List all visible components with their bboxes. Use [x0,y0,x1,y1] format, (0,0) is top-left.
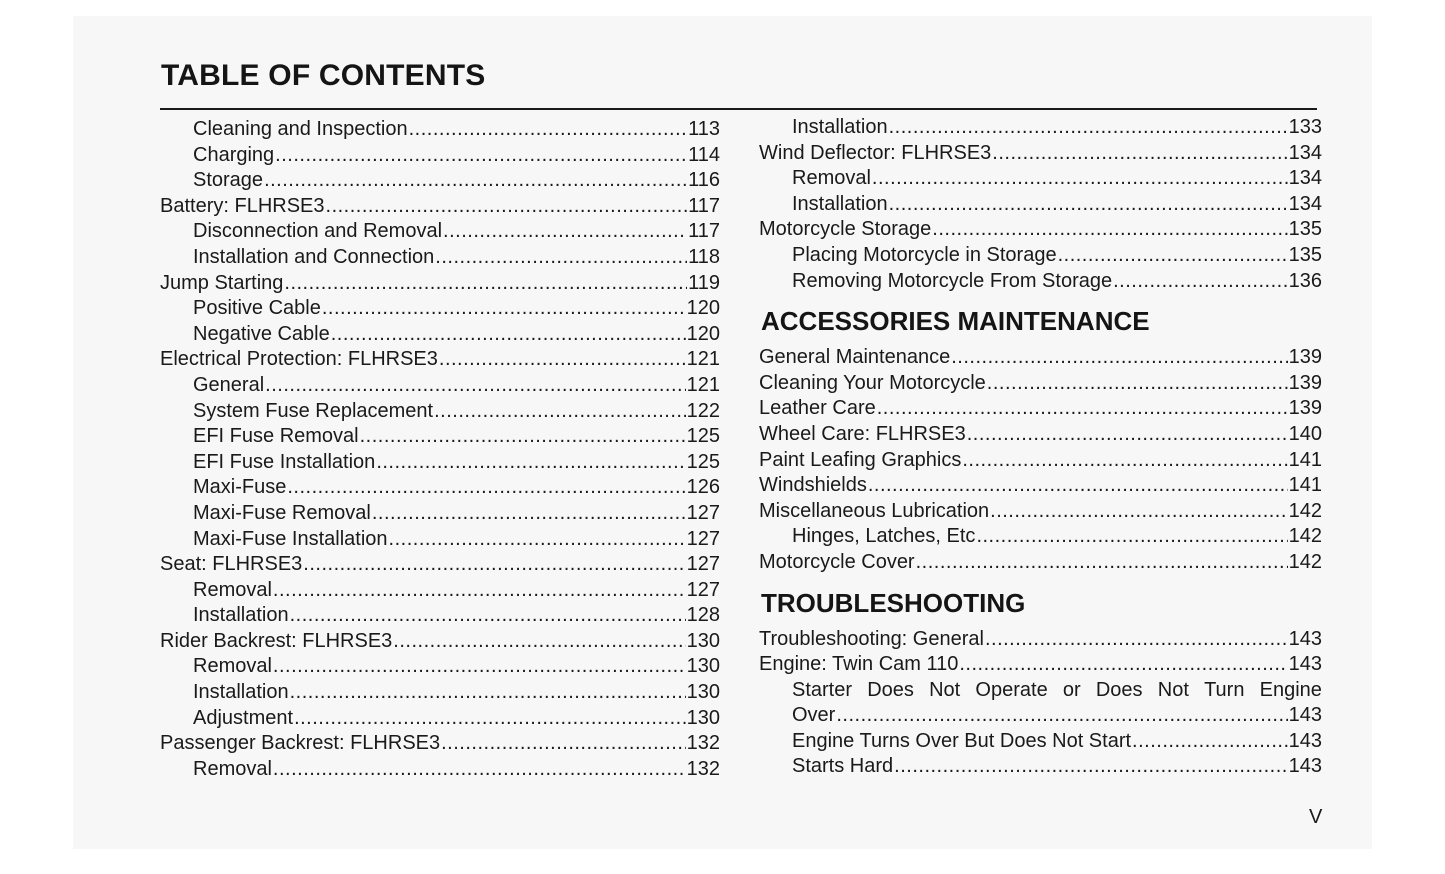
leader-dots [265,373,685,399]
toc-entry-word: Not [1157,678,1189,701]
toc-entry[interactable] [160,501,720,527]
toc-entry-label: Storage [193,169,264,192]
toc-entry[interactable] [759,499,1322,525]
toc-entry-label: EFI Fuse Installation [193,450,376,473]
leader-dots [932,217,1287,243]
leader-dots [987,371,1288,397]
leader-dots [284,271,687,297]
leader-dots [441,731,686,757]
leader-dots [389,527,686,553]
toc-entry-label: Installation [193,604,289,627]
toc-entry-page: 133 [1288,116,1322,138]
toc-entry-page: 142 [1288,550,1322,573]
toc-entry-page: 142 [1288,499,1322,522]
leader-dots [872,166,1288,192]
toc-entry-label: System Fuse Replacement [193,399,434,422]
leader-dots [434,399,686,425]
toc-entry-page: 120 [686,297,720,320]
toc-entry-label: Over [792,704,836,727]
toc-entry[interactable] [160,757,720,783]
toc-entry-label: Removing Motorcycle From Storage [792,269,1113,292]
toc-entry-page: 130 [686,655,720,678]
toc-entry-page: 125 [686,425,720,448]
toc-entry-label: Maxi-Fuse [193,476,287,499]
toc-entry-label: Hinges, Latches, Etc [792,525,976,548]
toc-entry-page: 117 [688,220,720,243]
title-underline [160,108,1317,110]
leader-dots [1113,269,1288,295]
toc-entry-page: 130 [686,629,720,652]
leader-dots [877,396,1288,422]
toc-entry-page: 127 [686,578,720,601]
toc-entry[interactable] [160,373,720,399]
toc-entry-label: EFI Fuse Removal [193,425,359,448]
toc-entry-page: 136 [1288,269,1322,292]
toc-entry[interactable] [759,371,1322,397]
toc-entry-label: Wheel Care: FLHRSE3 [759,422,966,445]
toc-entry[interactable] [160,578,720,604]
toc-entry[interactable] [759,192,1322,218]
toc-entry-page: 132 [686,757,720,780]
toc-entry-label: Positive Cable [193,297,321,320]
toc-entry-label: Jump Starting [160,271,284,294]
toc-entry-page: 143 [1288,755,1322,778]
toc-entry-page: 139 [1288,397,1322,420]
toc-entry-label: Engine: Twin Cam 110 [759,653,959,676]
leader-dots [273,578,686,604]
toc-entry[interactable] [759,473,1322,499]
toc-entry-page: 141 [1288,448,1322,471]
toc-entry-page: 120 [686,322,720,345]
leader-dots [435,245,687,271]
toc-entry[interactable] [759,652,1322,678]
toc-entry[interactable] [160,680,720,706]
toc-entry[interactable] [759,524,1322,550]
toc-entry-word: Does [1095,678,1143,701]
toc-entry-label: Paint Leafing Graphics [759,448,962,471]
toc-entry-word: Engine [1259,678,1322,701]
toc-entry[interactable] [160,322,720,348]
toc-entry[interactable] [759,345,1322,371]
leader-dots [294,706,686,732]
toc-entry-label: Passenger Backrest: FLHRSE3 [160,732,441,755]
toc-entry-word: Starter [792,678,853,701]
toc-entry-page: 126 [686,476,720,499]
toc-entry-word: Not [929,678,961,701]
toc-entry-page: 130 [686,706,720,729]
leader-dots [290,603,686,629]
toc-entry[interactable] [759,550,1322,576]
section-heading-troubleshooting: TROUBLESHOOTING [761,587,1026,618]
toc-entry-label: Battery: FLHRSE3 [160,194,325,217]
toc-entry-label: Windshields [759,474,867,497]
leader-dots [889,192,1288,218]
toc-entry-label: Starts Hard [792,755,894,778]
toc-entry[interactable] [160,654,720,680]
toc-entry[interactable] [160,450,720,476]
toc-entry[interactable] [759,396,1322,422]
toc-entry-page: 143 [1288,729,1322,752]
leader-dots [273,654,686,680]
toc-entry[interactable] [759,141,1322,167]
toc-entry-label: Rider Backrest: FLHRSE3 [160,629,393,652]
toc-entry[interactable] [759,115,1322,141]
leader-dots [290,680,686,706]
toc-entry[interactable] [160,194,720,220]
leader-dots [275,143,687,169]
toc-entry-label: Maxi-Fuse Removal [193,501,371,524]
leader-dots [967,422,1288,448]
toc-left-column [160,117,720,782]
toc-entry[interactable] [160,475,720,501]
toc-entry-page: 140 [1288,422,1322,445]
leader-dots [443,219,687,245]
toc-entry-label: Charging [193,143,275,166]
toc-entry[interactable] [160,168,720,194]
toc-entry-label: Adjustment [193,706,294,729]
toc-entry[interactable] [160,245,720,271]
leader-dots [360,424,686,450]
toc-entry-page: 128 [686,604,720,627]
toc-entry[interactable] [759,729,1322,755]
toc-entry[interactable] [160,296,720,322]
toc-entry-page: 127 [686,527,720,550]
leader-dots [985,627,1288,653]
toc-entry-page: 143 [1288,627,1322,650]
toc-entry-page: 118 [688,245,720,268]
page-title: TABLE OF CONTENTS [161,59,486,92]
toc-entry-label: Removal [193,578,272,601]
toc-entry-page: 121 [686,348,720,371]
toc-entry[interactable] [759,243,1322,269]
leader-dots [264,168,687,194]
toc-entry[interactable] [759,627,1322,653]
toc-entry[interactable] [160,399,720,425]
toc-entry-wrapped-line[interactable] [759,678,1322,704]
toc-entry-label: General Maintenance [759,346,951,369]
toc-entry-label: Installation [193,681,289,704]
toc-entry-label: Motorcycle Cover [759,550,915,573]
toc-entry-label: Cleaning and Inspection [193,118,408,140]
section-heading-accessories-maintenance: ACCESSORIES MAINTENANCE [761,306,1150,337]
toc-entry-page: 119 [688,271,720,294]
toc-entry[interactable] [160,424,720,450]
toc-entry-word: Operate [975,678,1048,701]
toc-entry[interactable] [160,117,720,143]
toc-entry-page: 122 [686,399,720,422]
toc-entry-label: Removal [792,167,871,190]
toc-entry[interactable] [160,603,720,629]
toc-entry-label: Electrical Protection: FLHRSE3 [160,348,438,371]
toc-entry-page: 113 [688,118,720,140]
toc-entry[interactable] [160,219,720,245]
toc-entry-label: Removal [193,655,272,678]
toc-entry-label: Wind Deflector: FLHRSE3 [759,141,992,164]
toc-entry[interactable] [759,217,1322,243]
toc-entry-word: or [1062,678,1081,701]
toc-entry-page: 135 [1288,218,1322,241]
toc-entry[interactable] [160,143,720,169]
leader-dots [287,475,685,501]
toc-entry-label: Engine Turns Over But Does Not Start [792,729,1132,752]
toc-entry-page: 127 [686,553,720,576]
toc-entry[interactable] [759,166,1322,192]
leader-dots [393,629,685,655]
leader-dots [331,322,686,348]
toc-entry-page: 142 [1288,525,1322,548]
toc-entry[interactable] [160,347,720,373]
leader-dots [303,552,685,578]
toc-entry[interactable] [160,731,720,757]
leader-dots [372,501,686,527]
leader-dots [273,757,686,783]
toc-entry-label: Negative Cable [193,322,330,345]
toc-entry-page: 139 [1288,371,1322,394]
leader-dots [992,141,1287,167]
toc-entry-label: Troubleshooting: General [759,627,984,650]
toc-entry[interactable] [759,422,1322,448]
toc-entry[interactable] [759,448,1322,474]
toc-entry-label: Installation and Connection [193,245,435,268]
toc-right-column [759,115,1322,780]
leader-dots [976,524,1287,550]
leader-dots [439,347,686,373]
toc-entry-page: 134 [1288,141,1322,164]
toc-entry-page: 117 [688,194,720,217]
leader-dots [326,194,688,220]
leader-dots [990,499,1287,525]
toc-entry-label: Leather Care [759,397,876,420]
document-page [73,16,1372,849]
toc-entry[interactable] [160,552,720,578]
toc-entry-label: General [193,373,265,396]
leader-dots [962,448,1287,474]
leader-dots [409,117,688,143]
leader-dots [1058,243,1288,269]
toc-entry-label: Placing Motorcycle in Storage [792,243,1057,266]
leader-dots [376,450,685,476]
toc-entry-page: 139 [1288,346,1322,369]
toc-entry[interactable] [160,629,720,655]
toc-entry-page: 135 [1288,243,1322,266]
leader-dots [1132,729,1288,755]
toc-entry-label: Maxi-Fuse Installation [193,527,388,550]
leader-dots [836,703,1287,729]
toc-entry-label: Installation [792,192,888,215]
leader-dots [868,473,1288,499]
toc-entry-word: Turn [1204,678,1245,701]
toc-entry-page: 121 [686,373,720,396]
toc-entry-label: Disconnection and Removal [193,220,443,243]
toc-entry-page: 134 [1288,167,1322,190]
toc-entry-label: Removal [193,757,272,780]
toc-entry[interactable] [160,527,720,553]
leader-dots [916,550,1288,576]
toc-entry-page: 114 [688,143,720,166]
toc-entry-page: 143 [1288,704,1322,727]
toc-entry-label: Cleaning Your Motorcycle [759,371,986,394]
toc-entry-page: 134 [1288,192,1322,215]
toc-entry-label: Seat: FLHRSE3 [160,553,303,576]
toc-entry-page: 132 [686,732,720,755]
toc-entry-page: 127 [686,501,720,524]
toc-entry[interactable] [759,703,1322,729]
toc-entry[interactable] [759,754,1322,780]
toc-entry-label: Installation [792,116,888,138]
toc-entry-label: Motorcycle Storage [759,218,932,241]
toc-entry-label: Miscellaneous Lubrication [759,499,990,522]
toc-entry[interactable] [160,706,720,732]
leader-dots [951,345,1287,371]
toc-entry-page: 130 [686,681,720,704]
page-number: V [1309,806,1323,828]
toc-entry-page: 143 [1288,653,1322,676]
leader-dots [889,115,1288,141]
leader-dots [959,652,1287,678]
leader-dots [894,754,1287,780]
toc-entry[interactable] [160,271,720,297]
toc-entry[interactable] [759,269,1322,295]
toc-entry-page: 116 [688,169,720,192]
leader-dots [322,296,686,322]
toc-entry-page: 141 [1288,474,1322,497]
toc-entry-word: Does [867,678,914,701]
toc-entry-page: 125 [686,450,720,473]
